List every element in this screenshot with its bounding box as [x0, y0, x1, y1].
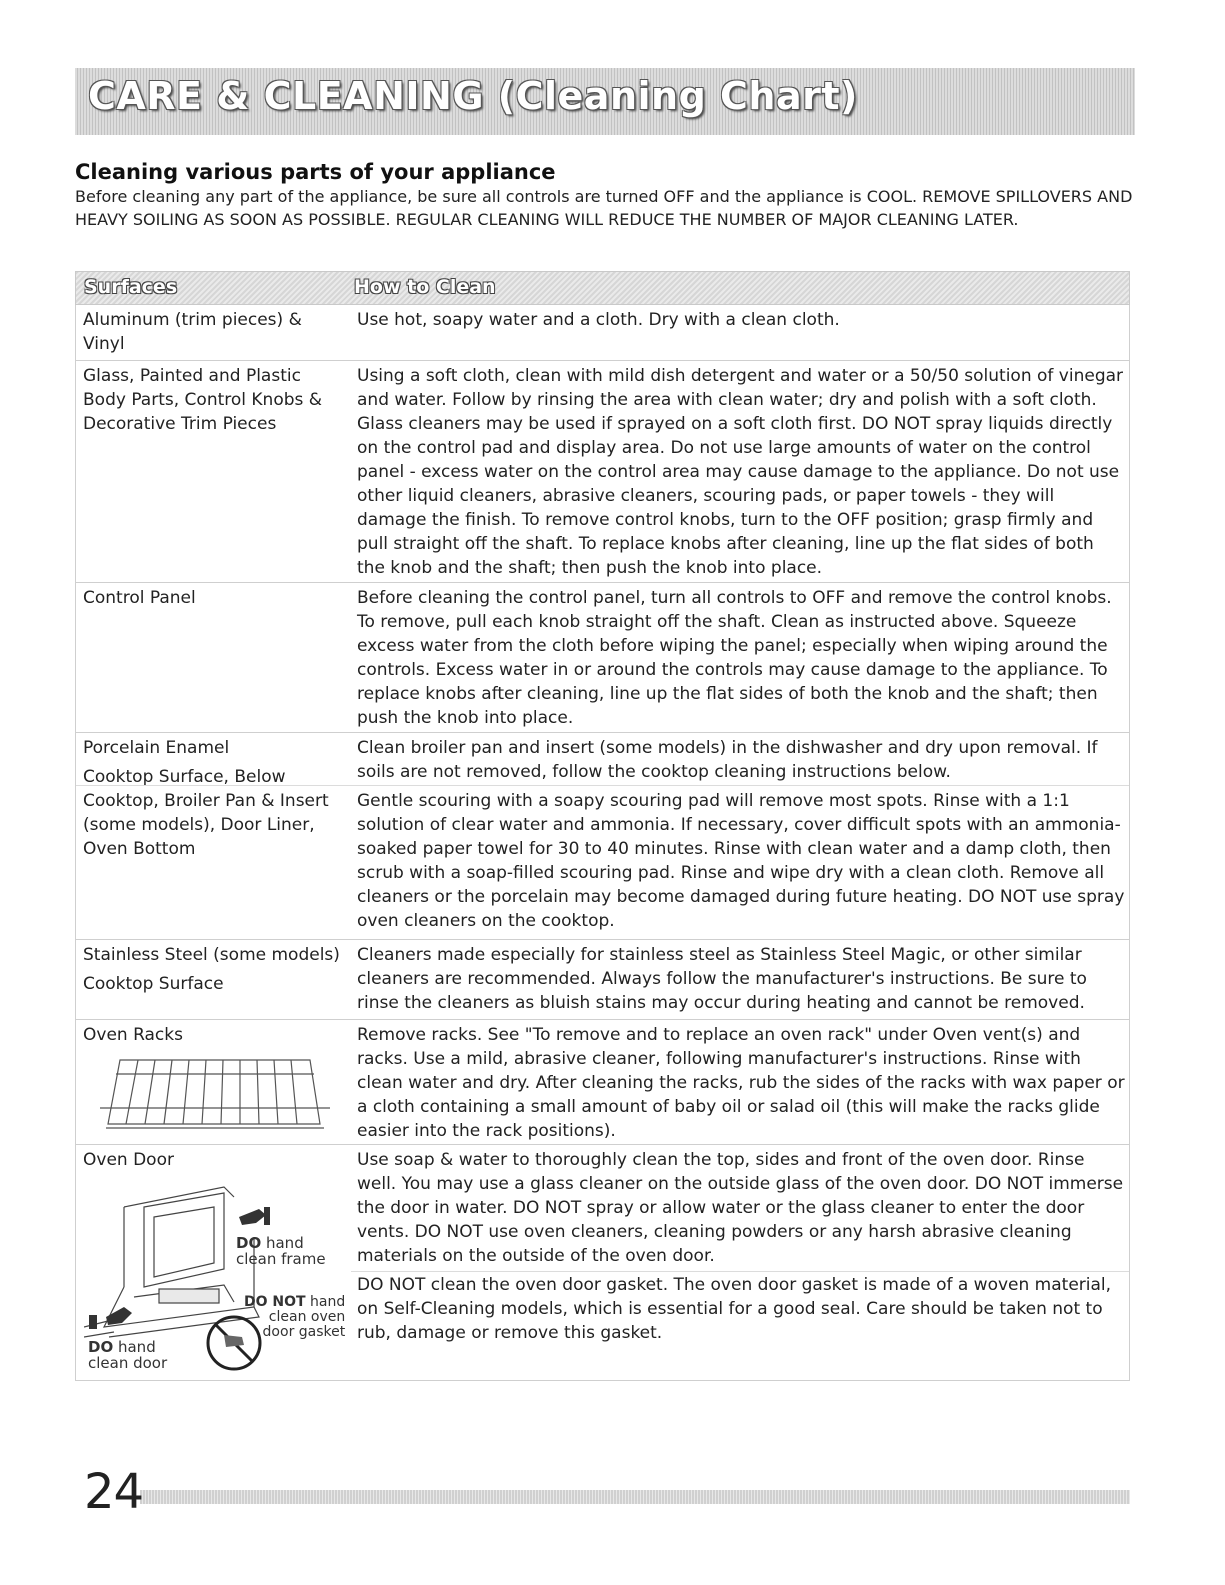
- page-title: CARE & CLEANING (Cleaning Chart): [88, 74, 858, 118]
- do-clean-frame-label: [236, 1235, 326, 1267]
- surface-label: Porcelain Enamel: [83, 738, 230, 758]
- clean-door-label: clean door: [88, 1354, 168, 1372]
- clean-frame-label: clean frame: [236, 1250, 326, 1268]
- surface-sublabel: Cooktop Surface: [83, 974, 224, 994]
- hand-label: hand: [117, 1338, 156, 1356]
- surface-cell: [83, 736, 348, 789]
- surface-cell: Aluminum (trim pieces) & Vinyl: [83, 310, 302, 354]
- cleaning-chart-table: [75, 271, 1130, 1381]
- intro-paragraph: Before cleaning any part of the appliance, be sure all controls are turned OFF and the appliance is COOL. REMOVE SPILLOVERS AND HEAVY SOILING AS SOON AS POSSIBLE. REGULAR CLEANING WILL REDUCE THE NUMBER OF MAJOR CLEANING LATER.: [75, 187, 1133, 229]
- table-row: [75, 1020, 1130, 1145]
- table-row: [75, 583, 1130, 733]
- how-to-clean-cell: DO NOT clean the oven door gasket. The oven door gasket is made of a woven material, on Self-Cleaning models, which is essential for a good seal. Care should be taken not to rub, damage or remove this gasket.: [357, 1275, 1112, 1343]
- surface-cell: Glass, Painted and Plastic Body Parts, Control Knobs & Decorative Trim Pieces: [83, 366, 323, 434]
- surface-cell: Control Panel: [83, 588, 196, 608]
- table-row: [75, 940, 1130, 1020]
- column-header-how-to-clean: How to Clean: [354, 276, 496, 298]
- how-to-clean-cell: Use hot, soapy water and a cloth. Dry with a clean cloth.: [357, 310, 840, 330]
- table-header: [75, 271, 1130, 305]
- do-not-clean-gasket-label: [244, 1295, 345, 1340]
- do-label: DO: [88, 1338, 114, 1356]
- surface-cell: Cooktop, Broiler Pan & Insert (some models), Door Liner, Oven Bottom: [83, 791, 329, 859]
- hand-label: hand: [265, 1234, 304, 1252]
- page-number: 24: [84, 1464, 144, 1520]
- surface-cell: Oven Racks: [83, 1025, 183, 1045]
- surface-cell: [83, 943, 348, 996]
- how-to-clean-cell: Remove racks. See "To remove and to replace an oven rack" under Oven vent(s) and racks. Use a mild, abrasive cleaner, following manufacturer's instructions. Rinse with clean water and dry. After cleaning the racks, rub the sides of the racks with wax paper or a cloth containing a small amount of baby oil or salad oil (this will make the racks glide easier into the rack positions).: [357, 1025, 1125, 1141]
- table-row: [75, 361, 1130, 583]
- surface-cell: Oven Door: [83, 1150, 174, 1170]
- oven-rack-illustration: [88, 1052, 333, 1132]
- how-to-clean-cell: Clean broiler pan and insert (some models) in the dishwasher and dry upon removal. If soils are not removed, follow the cooktop cleaning instructions below.: [357, 738, 1098, 782]
- how-to-clean-cell: Cleaners made especially for stainless steel as Stainless Steel Magic, or other similar cleaners are recommended. Always follow the manufacturer's instructions. Be sure to rinse the cleaners as bluish stains may occur during heating and cannot be removed.: [357, 945, 1087, 1013]
- do-not-label: DO NOT: [244, 1294, 306, 1310]
- clean-oven-label: clean oven: [268, 1309, 346, 1325]
- how-to-clean-cell: Before cleaning the control panel, turn all controls to OFF and remove the control knobs. To remove, pull each knob straight off the shaft. Clean as instructed above. Squeeze excess water from the cloth before wiping the panel; especially when wiping around the controls. Excess water in or around the controls may cause damage to the appliance. To replace knobs after cleaning, line up the flat sides of both the knob and the shaft; then push the knob into place.: [357, 588, 1112, 728]
- do-label: DO: [236, 1234, 262, 1252]
- how-to-clean-cell: Using a soft cloth, clean with mild dish detergent and water or a 50/50 solution of vinegar and water. Follow by rinsing the area with clean water; dry and polish with a soft cloth. Glass cleaners may be used if sprayed on a soft cloth first. DO NOT spray liquids directly on the control pad and display area. Do not use large amounts of water on the control panel - excess water on the control area may cause damage to the appliance. Do not use other liquid cleaners, abrasive cleaners, scouring pads, or paper towels - they will damage the finish. To remove control knobs, turn to the OFF position; grasp firmly and pull straight off the shaft. To replace knobs after cleaning, line up the flat sides of both the knob and the shaft; then push the knob into place.: [357, 366, 1124, 578]
- hand-label: hand: [310, 1294, 346, 1310]
- row-divider: [351, 1271, 1129, 1272]
- row-divider: [76, 785, 1129, 786]
- table-row: [75, 1145, 1130, 1381]
- door-gasket-label: door gasket: [262, 1324, 346, 1340]
- section-heading: Cleaning various parts of your appliance: [75, 160, 556, 184]
- how-to-clean-cell: Use soap & water to thoroughly clean the top, sides and front of the oven door. Rinse well. You may use a glass cleaner on the outside glass of the oven door. DO NOT immerse the door in water. DO NOT spray or allow water or the glass cleaner to enter the door vents. DO NOT use oven cleaners, cleaning powders or any harsh abrasive cleaning materials on the outside of the oven door.: [357, 1150, 1124, 1266]
- table-row: [75, 305, 1130, 361]
- do-clean-door-label: [88, 1339, 167, 1371]
- surface-sublabel: Cooktop Surface, Below: [83, 767, 286, 787]
- surface-label: Stainless Steel (some models): [83, 945, 340, 965]
- footer-band: [140, 1490, 1130, 1504]
- column-header-surfaces: Surfaces: [84, 276, 178, 298]
- how-to-clean-cell: Gentle scouring with a soapy scouring pad will remove most spots. Rinse with a 1:1 solution of clear water and ammonia. If necessary, cover difficult spots with an ammonia-soaked paper towel for 30 to 40 minutes. Rinse with clean water and a damp cloth, then scrub with a soap-filled scouring pad. Rinse and wipe dry with a clean cloth. Remove all cleaners or the porcelain may become damaged during future heating. DO NOT use spray oven cleaners on the cooktop.: [357, 791, 1125, 931]
- table-row: [75, 733, 1130, 940]
